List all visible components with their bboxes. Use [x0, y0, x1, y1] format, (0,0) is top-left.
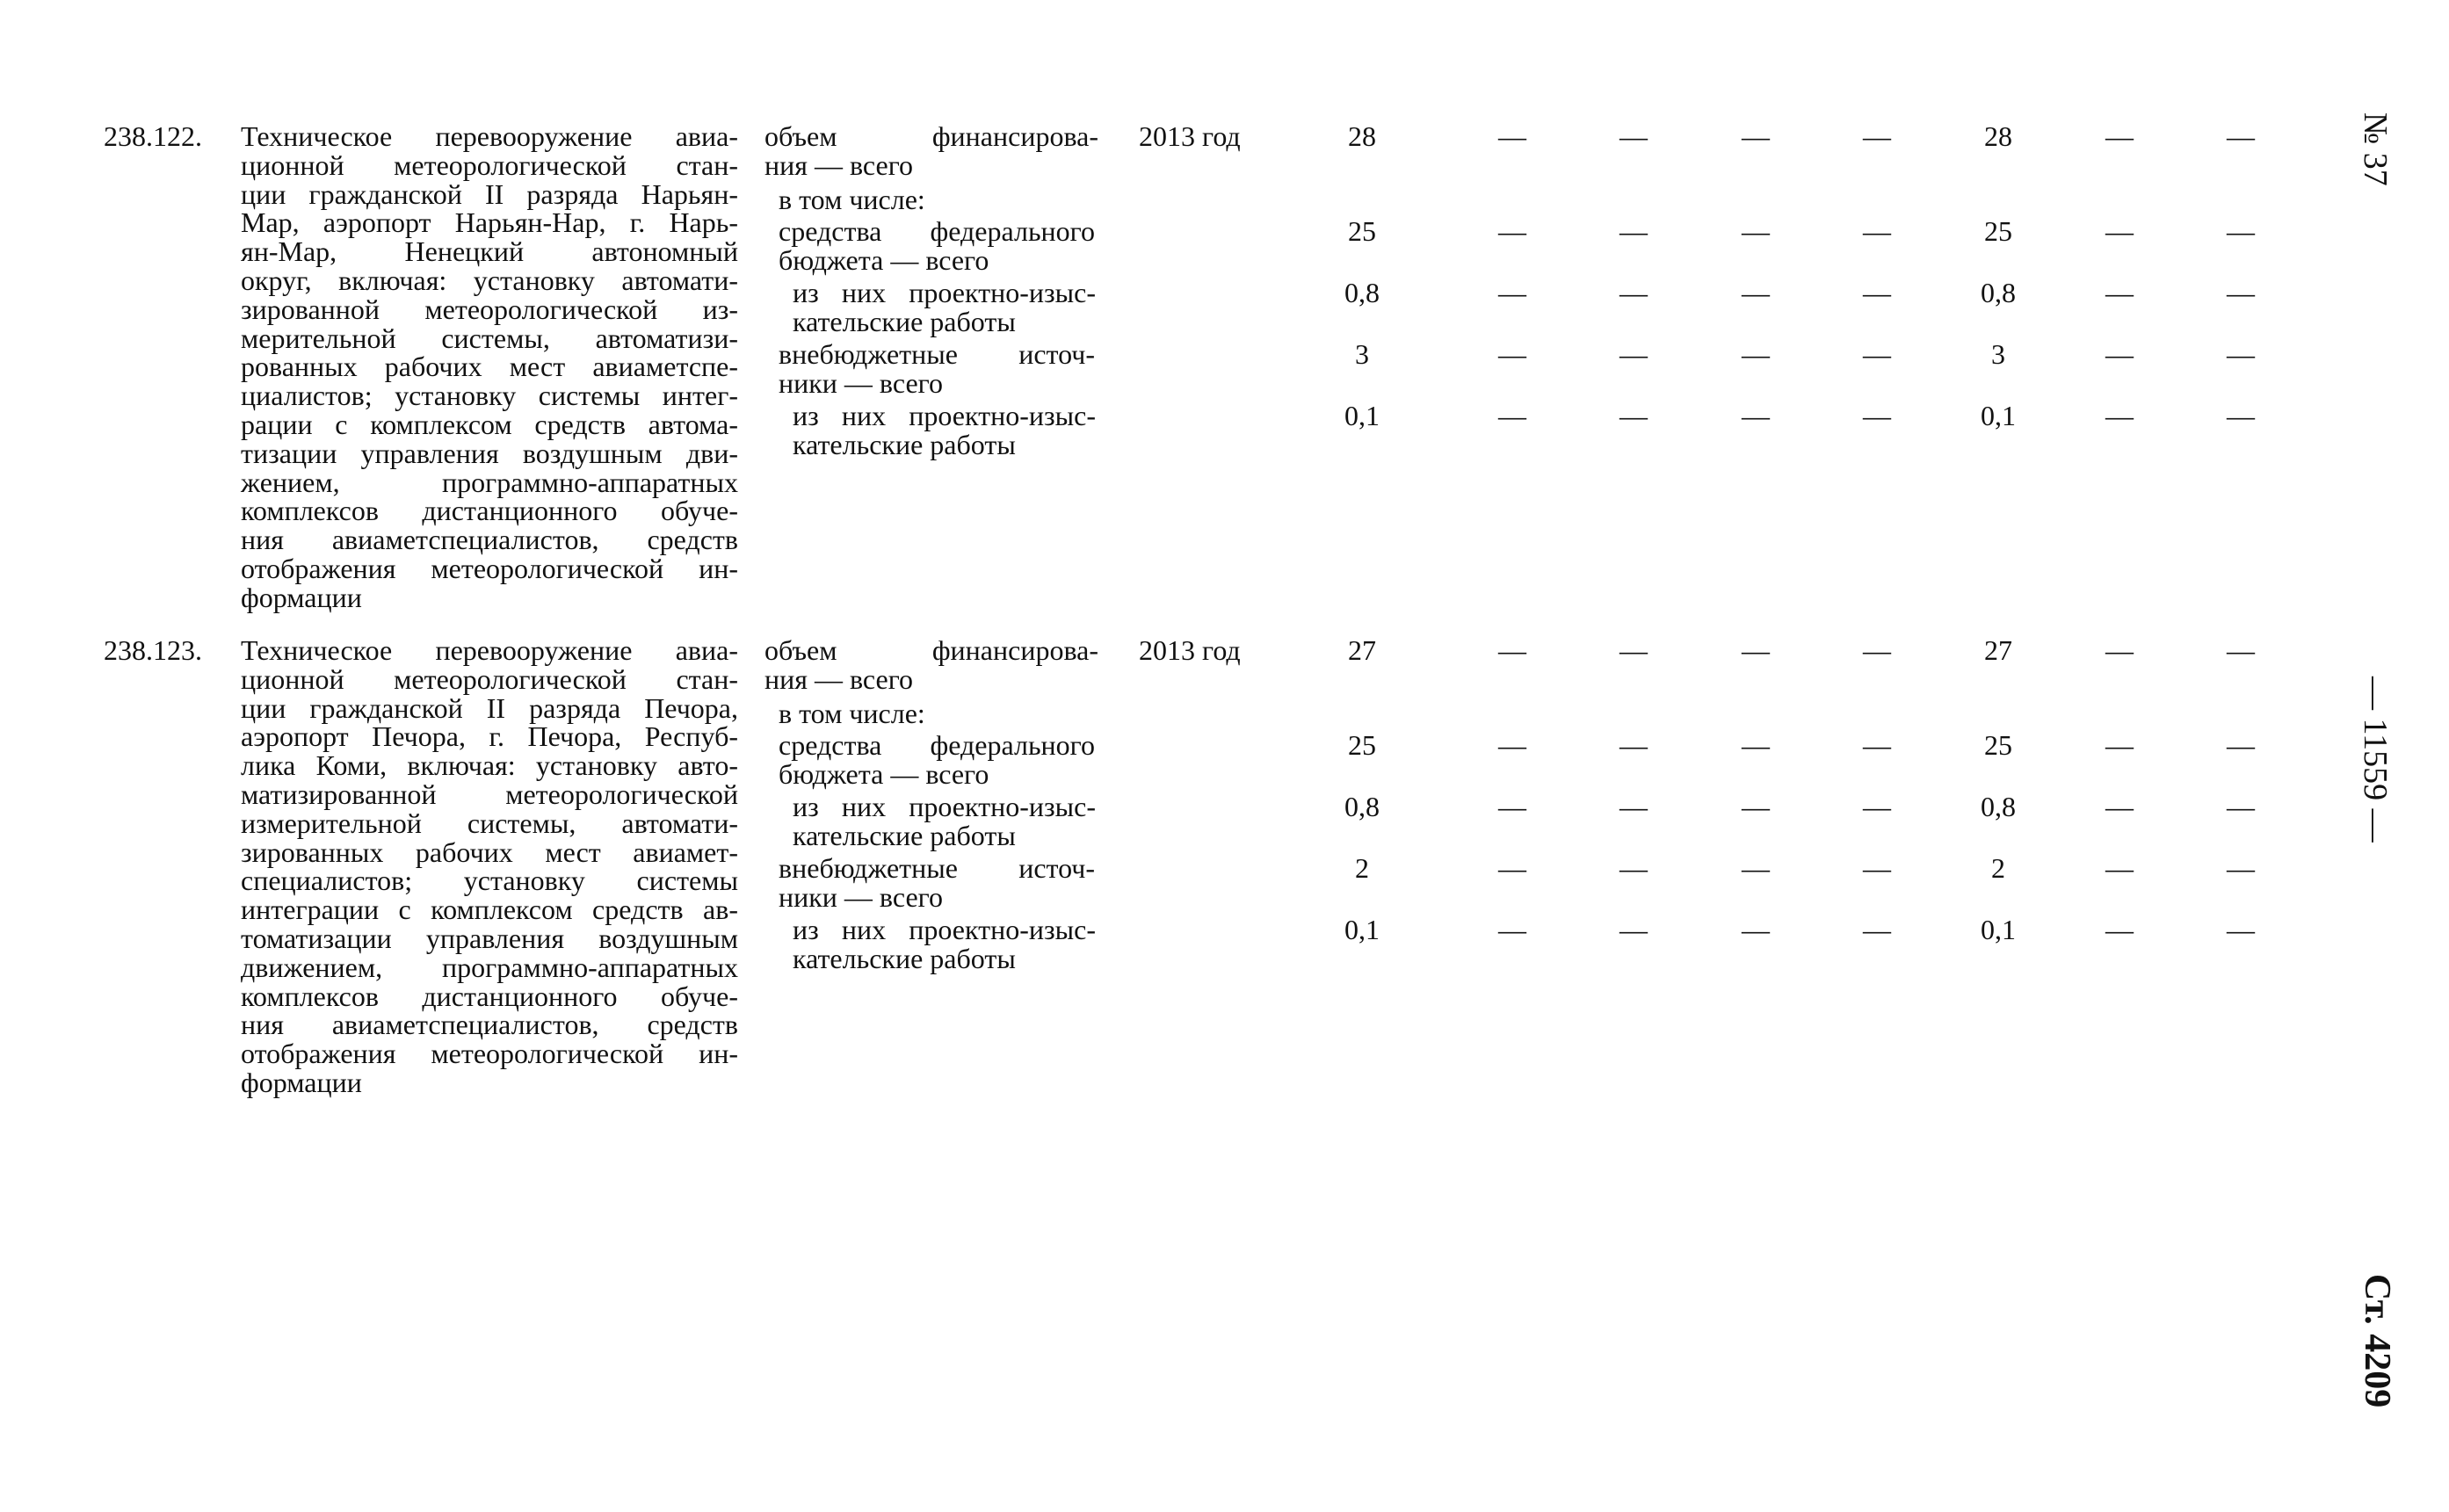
- dash-cell: —: [2227, 791, 2255, 822]
- description-line: интеграции с комплексом средств ав-: [241, 893, 738, 926]
- dash-cell: —: [1498, 729, 1526, 761]
- dash-cell: —: [2105, 634, 2134, 666]
- description-line: лика Коми, включая: установку авто-: [241, 749, 738, 782]
- dash-cell: —: [1863, 338, 1891, 370]
- dash-cell: —: [1619, 634, 1648, 666]
- value-cell: 0,1: [1981, 914, 2016, 945]
- dash-cell: —: [1498, 400, 1526, 431]
- dash-cell: —: [2227, 914, 2255, 945]
- value-cell: 27: [1984, 634, 2012, 666]
- value-cell: 3: [1355, 338, 1369, 370]
- dash-cell: —: [1863, 791, 1891, 822]
- dash-cell: —: [1619, 400, 1648, 431]
- description-line: Техническое перевооружение авиа-: [241, 120, 738, 152]
- dash-cell: —: [1498, 120, 1526, 152]
- source-line: объем финансирова-: [764, 634, 1098, 666]
- value-cell: 0,8: [1981, 791, 2016, 822]
- value-cell: 0,8: [1344, 791, 1380, 822]
- source-label: [779, 185, 1095, 214]
- value-cell: 2: [1355, 852, 1369, 884]
- dash-cell: —: [1742, 914, 1770, 945]
- dash-cell: —: [1742, 400, 1770, 431]
- values-row: [0, 122, 2337, 151]
- source-line: ники — всего: [779, 881, 943, 913]
- item-number: 238.122.: [104, 120, 202, 152]
- description-line: рованных рабочих мест авиаметспе-: [241, 351, 738, 383]
- values-row: [0, 217, 2337, 246]
- dash-cell: —: [2105, 852, 2134, 884]
- dash-cell: —: [1742, 277, 1770, 308]
- dash-cell: —: [1863, 400, 1891, 431]
- source-line: внебюджетные источ-: [779, 338, 1095, 370]
- dash-cell: —: [1742, 791, 1770, 822]
- value-cell: 0,1: [1344, 400, 1380, 431]
- description-line: томатизации управления воздушным: [241, 922, 738, 954]
- dash-cell: —: [1742, 634, 1770, 666]
- dash-cell: —: [1619, 914, 1648, 945]
- dash-cell: —: [1498, 338, 1526, 370]
- source-line: кательские работы: [793, 943, 1016, 974]
- dash-cell: —: [2105, 338, 2134, 370]
- value-cell: 3: [1991, 338, 2005, 370]
- issue-number: № 37: [2357, 112, 2394, 186]
- description-line: ции гражданской II разряда Нарьян-: [241, 177, 738, 210]
- description-line: ции гражданской II разряда Печора,: [241, 691, 738, 724]
- source-line: объем финансирова-: [764, 120, 1098, 152]
- dash-cell: —: [1742, 215, 1770, 247]
- source-line: ния — всего: [764, 149, 914, 181]
- value-cell: 25: [1984, 215, 2012, 247]
- description-line: специалистов; установку системы: [241, 865, 738, 897]
- source-line: из них проектно-изыс-: [793, 914, 1096, 945]
- source-line: ния — всего: [764, 663, 914, 695]
- value-cell: 2: [1991, 852, 2005, 884]
- dash-cell: —: [1863, 634, 1891, 666]
- description-line: движением, программно-аппаратных: [241, 951, 738, 983]
- dash-cell: —: [1742, 852, 1770, 884]
- description-line: ния авиаметспециалистов, средств: [241, 1009, 738, 1041]
- dash-cell: —: [1498, 791, 1526, 822]
- value-cell: 28: [1984, 120, 2012, 152]
- description-line: комплексов дистанционного обуче-: [241, 495, 738, 527]
- description-line: формации: [241, 1066, 362, 1098]
- dash-cell: —: [1619, 729, 1648, 761]
- dash-cell: —: [1619, 791, 1648, 822]
- dash-cell: —: [2227, 120, 2255, 152]
- source-line: средства федерального: [779, 729, 1095, 761]
- source-label: [779, 699, 1095, 728]
- dash-cell: —: [2105, 277, 2134, 308]
- description-line: циалистов; установку системы интег-: [241, 380, 738, 412]
- value-cell: 0,1: [1344, 914, 1380, 945]
- dash-cell: —: [2105, 914, 2134, 945]
- description-line: зированной метеорологической из-: [241, 293, 738, 325]
- description-line: аэропорт Печора, г. Печора, Респуб-: [241, 720, 738, 753]
- dash-cell: —: [2105, 400, 2134, 431]
- year-cell: 2013 год: [1139, 634, 1241, 666]
- dash-cell: —: [1619, 277, 1648, 308]
- dash-cell: —: [1742, 338, 1770, 370]
- description-line: матизированной метеорологической: [241, 778, 738, 810]
- description-line: измерительной системы, автомати-: [241, 807, 738, 839]
- dash-cell: —: [1498, 634, 1526, 666]
- values-row: [0, 340, 2337, 369]
- values-row: [0, 636, 2337, 665]
- dash-cell: —: [1498, 277, 1526, 308]
- dash-cell: —: [2227, 400, 2255, 431]
- dash-cell: —: [1619, 852, 1648, 884]
- source-line: из них проектно-изыс-: [793, 791, 1096, 822]
- dash-cell: —: [2227, 277, 2255, 308]
- source-line: в том числе:: [779, 184, 925, 215]
- source-line: в том числе:: [779, 698, 925, 729]
- dash-cell: —: [1863, 277, 1891, 308]
- dash-cell: —: [1742, 729, 1770, 761]
- dash-cell: —: [1863, 215, 1891, 247]
- description-line: рации с комплексом средств автома-: [241, 408, 738, 440]
- dash-cell: —: [1863, 729, 1891, 761]
- description-line: зированных рабочих мест авиамет-: [241, 836, 738, 868]
- dash-cell: —: [2105, 120, 2134, 152]
- dash-cell: —: [2105, 729, 2134, 761]
- dash-cell: —: [2227, 852, 2255, 884]
- dash-cell: —: [1498, 914, 1526, 945]
- source-line: из них проектно-изыс-: [793, 277, 1096, 308]
- source-line: кательские работы: [793, 820, 1016, 851]
- value-cell: 25: [1984, 729, 2012, 761]
- values-row: [0, 402, 2337, 430]
- values-row: [0, 279, 2337, 307]
- source-line: средства федерального: [779, 215, 1095, 247]
- value-cell: 25: [1348, 729, 1376, 761]
- description-line: ния авиаметспециалистов, средств: [241, 524, 738, 556]
- article-number: Ст. 4209: [2357, 1274, 2397, 1408]
- description-line: ционной метеорологической стан-: [241, 662, 738, 695]
- source-line: кательские работы: [793, 306, 1016, 337]
- source-line: бюджета — всего: [779, 244, 989, 276]
- values-row: [0, 854, 2337, 883]
- source-line: внебюджетные источ-: [779, 852, 1095, 884]
- dash-cell: —: [1619, 338, 1648, 370]
- dash-cell: —: [1619, 215, 1648, 247]
- year-cell: 2013 год: [1139, 120, 1241, 152]
- dash-cell: —: [1863, 120, 1891, 152]
- description-line: округ, включая: установку автомати-: [241, 264, 738, 296]
- dash-cell: —: [2227, 215, 2255, 247]
- value-cell: 27: [1348, 634, 1376, 666]
- description-line: Мар, аэропорт Нарьян-Нар, г. Нарь-: [241, 206, 738, 239]
- values-row: [0, 731, 2337, 760]
- value-cell: 0,8: [1981, 277, 2016, 308]
- dash-cell: —: [2105, 215, 2134, 247]
- dash-cell: —: [1863, 914, 1891, 945]
- description-line: ционной метеорологической стан-: [241, 148, 738, 181]
- value-cell: 28: [1348, 120, 1376, 152]
- dash-cell: —: [1498, 215, 1526, 247]
- description-line: тизации управления воздушным дви-: [241, 437, 738, 469]
- dash-cell: —: [1619, 120, 1648, 152]
- source-line: ники — всего: [779, 367, 943, 399]
- dash-cell: —: [2105, 791, 2134, 822]
- source-line: из них проектно-изыс-: [793, 400, 1096, 431]
- page-number: — 11559 —: [2357, 676, 2394, 843]
- dash-cell: —: [1498, 852, 1526, 884]
- dash-cell: —: [2227, 338, 2255, 370]
- source-line: бюджета — всего: [779, 758, 989, 790]
- description-line: отображения метеорологической ин-: [241, 1038, 738, 1070]
- value-cell: 25: [1348, 215, 1376, 247]
- description-line: жением, программно-аппаратных: [241, 466, 738, 498]
- value-cell: 0,1: [1981, 400, 2016, 431]
- values-row: [0, 792, 2337, 821]
- dash-cell: —: [1742, 120, 1770, 152]
- source-line: кательские работы: [793, 429, 1016, 460]
- values-row: [0, 915, 2337, 944]
- description-line: мерительной системы, автоматизи-: [241, 322, 738, 354]
- description-line: Техническое перевооружение авиа-: [241, 634, 738, 666]
- value-cell: 0,8: [1344, 277, 1380, 308]
- dash-cell: —: [1863, 852, 1891, 884]
- description-line: формации: [241, 581, 362, 613]
- item-number: 238.123.: [104, 634, 202, 666]
- dash-cell: —: [2227, 634, 2255, 666]
- dash-cell: —: [2227, 729, 2255, 761]
- description-line: отображения метеорологической ин-: [241, 552, 738, 584]
- description-line: ян-Мар, Ненецкий автономный: [241, 235, 738, 268]
- description-line: комплексов дистанционного обуче-: [241, 980, 738, 1012]
